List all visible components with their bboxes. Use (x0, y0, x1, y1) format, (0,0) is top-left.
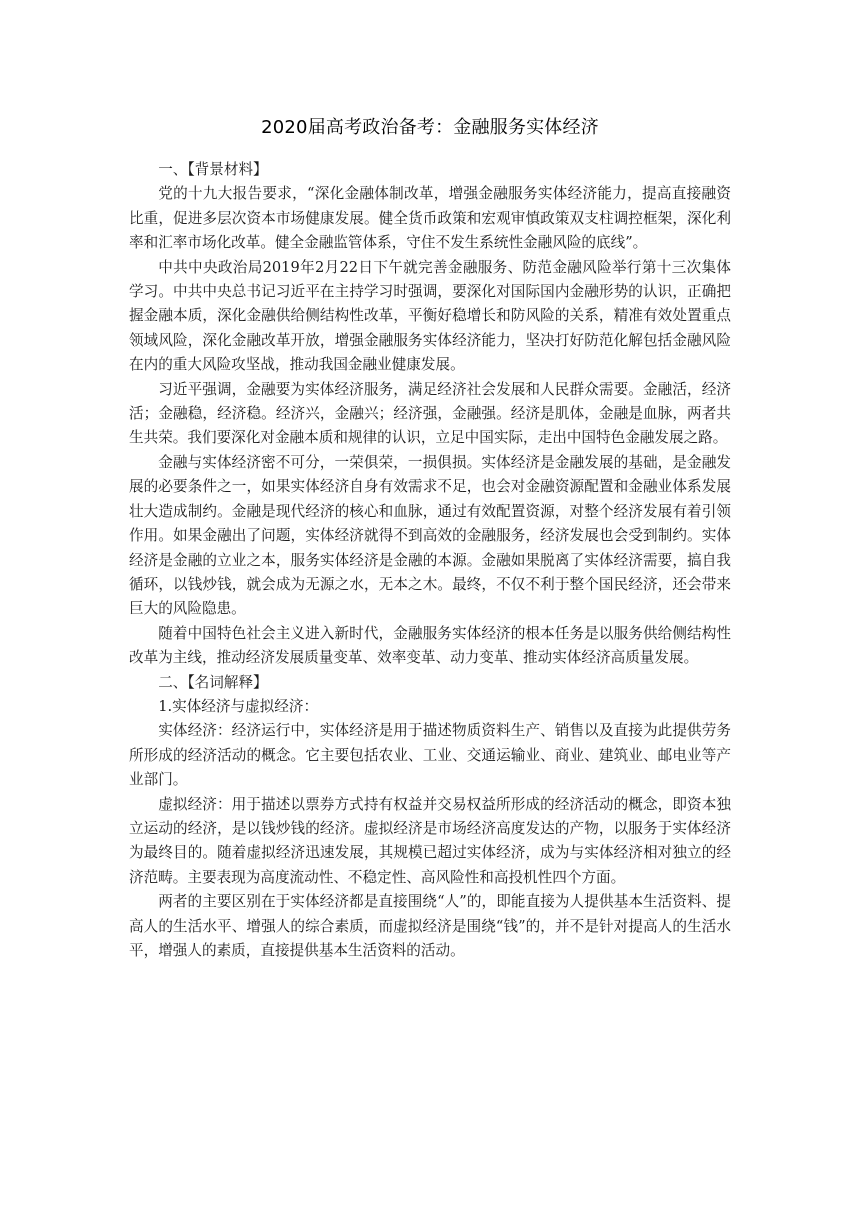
paragraph: 随着中国特色社会主义进入新时代，金融服务实体经济的根本任务是以服务供给侧结构性改革为主线，推动经济发展质量变革、效率变革、动力变革、推动实体经济高质量发展。 (129, 624, 731, 667)
paragraph: 金融与实体经济密不可分，一荣俱荣，一损俱损。实体经济是金融发展的基础，是金融发展的必要条件之一，如果实体经济自身有效需求不足，也会对金融资源配置和金融业体系发展壮大造成制约。金融是现代经济的核心和血脉，通过有效配置资源，对整个经济发展有着引领作用。如果金融出了问题，实体经济就得不到高效的金融服务，经济发展也会受到制约。实体经济是金融的立业之本，服务实体经济是金融的本源。金融如果脱离了实体经济需要，搞自我循环，以钱炒钱，就会成为无源之水，无本之木。最终，不仅不利于整个国民经济，还会带来巨大的风险隐患。 (129, 453, 731, 618)
document-body (129, 112, 731, 963)
document-title: 2020届高考政治备考：金融服务实体经济 (261, 117, 599, 138)
paragraph: 两者的主要区别在于实体经济都是直接围绕“人”的，即能直接为人提供基本生活资料、提高人的生活水平、增强人的综合素质，而虚拟经济是围绕“钱”的，并不是针对提高人的生活水平，增强人的素质，直接提供基本生活资料的活动。 (129, 893, 731, 959)
paragraph: 中共中央政治局2019年2月22日下午就完善金融服务、防范金融风险举行第十三次集体学习。中共中央总书记习近平在主持学习时强调，要深化对国际国内金融形势的认识，正确把握金融本质，深化金融供给侧结构性改革，平衡好稳增长和防风险的关系，精准有效处置重点领域风险，深化金融改革开放，增强金融服务实体经济能力，坚决打好防范化解包括金融风险在内的重大风险攻坚战，推动我国金融业健康发展。 (129, 258, 731, 374)
paragraph: 虚拟经济：用于描述以票券方式持有权益并交易权益所形成的经济活动的概念，即资本独立运动的经济，是以钱炒钱的经济。虚拟经济是市场经济高度发达的产物，以服务于实体经济为最终目的。随着虚拟经济迅速发展，其规模已超过实体经济，成为与实体经济相对独立的经济范畴。主要表现为高度流动性、不稳定性、高风险性和高投机性四个方面。 (129, 795, 731, 886)
section-heading-terms: 二、【名词解释】 (158, 673, 268, 691)
subheading-real-virtual-economy: 1.实体经济与虚拟经济： (158, 697, 319, 715)
paragraph: 习近平强调，金融要为实体经济服务，满足经济社会发展和人民群众需要。金融活，经济活；金融稳，经济稳。经济兴，金融兴；经济强，金融强。经济是肌体，金融是血脉，两者共生共荣。我们要深化对金融本质和规律的认识，立足中国实际，走出中国特色金融发展之路。 (129, 380, 731, 447)
section-heading-background: 一、【背景材料】 (158, 161, 268, 178)
paragraph: 党的十九大报告要求，“深化金融体制改革，增强金融服务实体经济能力，提高直接融资比重，促进多层次资本市场健康发展。健全货币政策和宏观审慎政策双支柱调控框架，深化利率和汇率市场化改革。健全金融监管体系，守住不发生系统性金融风险的底线”。 (129, 185, 731, 252)
paragraph: 实体经济：经济运行中，实体经济是用于描述物质资料生产、销售以及直接为此提供劳务所形成的经济活动的概念。它主要包括农业、工业、交通运输业、商业、建筑业、邮电业等产业部门。 (129, 722, 731, 789)
